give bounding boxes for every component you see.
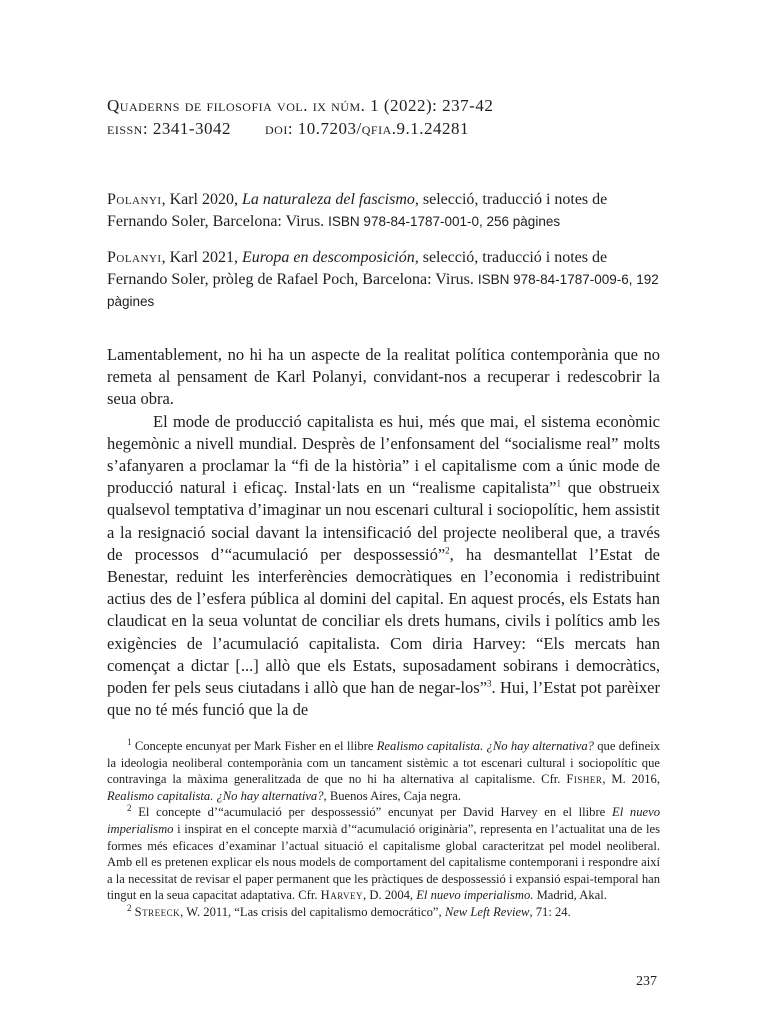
body-text [107, 344, 660, 721]
book-reference: Polanyi, Karl 2021, Europa en descomposición, selecció, traducció i notes de Fernando Soler, pròleg de Rafael Poch, Barcelona: Virus. ISBN 978-84-1787-009-6, 192 pàgines [107, 249, 659, 309]
book-reference: Polanyi, Karl 2020, La naturaleza del fascismo, selecció, traducció i notes de Fernando Soler, Barcelona: Virus. ISBN 978-84-1787-001-0, 256 pàgines [107, 191, 608, 230]
ref-meta: ISBN 978-84-1787-001-0, 256 pàgines [328, 214, 561, 229]
footnote-ref[interactable]: 1 [556, 478, 561, 489]
doi: doi: 10.7203/qfia.9.1.24281 [264, 119, 470, 138]
footnote: $^2$ El concepte d’“acumulació per despossessió” encunyat per David Harvey en el llibre El nuevo imperialismo i inspirat en el concepte marxià d’“acumulació originària”, representa en l’actualitat una de les formes més eficaces d’examinar l’actual situació el capitalisme global caracteritzat pel model neoliberal. Amb ell es pretenen explicar els nous models de comportament del capitalisme contemporani i respondre així a la necessitat de revisar el paper permanent que les pràctiques de despossessió i expansió espai-temporal han tingut en la seua capacitat adaptativa. Cfr. Harvey, D. 2004, El nuevo imperialismo. Madrid, Akal. [107, 803, 660, 903]
ref-meta: ISBN 978-84-1787-009-6, 192 pàgines [107, 272, 659, 309]
paragraph: El mode de producció capitalista es hui, més que mai, el sistema econòmic hegemònic a nivell mundial. Desprès de l’enfonsament del “socialisme real” molts s’afanyaren a proclamar la “fi de la història” i el capitalisme com a únic mode de producció natural i eficaç. Instal·lats en un “realisme capitalista”$^1$ que obstrueix qualsevol temptativa d’imaginar un nou escenari cultural i sociopolític, hem assistit a la resignació social davant la intensificació del projecte neoliberal que, a través de processos d’“acumulació per despossessió”$^2$, ha desmantellat l’Estat de Benestar, reduint les interferències democràtiques en l’economia i redistribuint actius des de l’esfera pública al domini del capital. En aquest procés, els Estats han claudicat en la seua voluntat de conciliar els drets humans, civils i polítics amb les exigències de l’acumulació capitalista. Com diria Harvey: “Els mercats han començat a dictar [...] allò que els Estats, suposadament sobirans i democràtics, poden fer pels seus ciutadans i allò que han de negar-los”$^3$. Hui, l’Estat pot parèixer que no té més funció que la de [107, 411, 660, 720]
identifier-line [107, 117, 667, 140]
ref-title: Europa en descomposición, [242, 249, 419, 266]
footnote-ref[interactable]: 3 [487, 678, 492, 689]
ref-title: La naturaleza del fascismo, [242, 191, 419, 208]
journal-citation: Quaderns de filosofia vol. ix núm. 1 (2022): 237-42 [107, 96, 494, 115]
footnotes [107, 738, 660, 921]
ref-author: Polanyi [107, 249, 162, 266]
footnote: $^1$ Concepte encunyat per Mark Fisher en el llibre Realismo capitalista. ¿No hay alternativa? que defineix la ideologia neoliberal contemporània com un tancament sistèmic a tot escenari cultural i sociopolític que contravinga la màxima generalitzada de que no hi ha alternativa al capitalisme. Cfr. Fisher, M. 2016, Realismo capitalista. ¿No hay alternativa?, Buenos Aires, Caja negra. [107, 736, 660, 803]
book-references [107, 189, 660, 327]
paragraph: Lamentablement, no hi ha un aspecte de la realitat política contemporània que no remeta al pensament de Karl Polanyi, convidant-nos a recuperar i redescobrir la seua obra. [107, 345, 660, 409]
ref-author: Polanyi [107, 191, 162, 208]
eissn: eissn: 2341-3042 [107, 119, 231, 138]
running-header [107, 94, 667, 140]
footnote-ref[interactable]: 2 [445, 545, 450, 556]
footnote: $^2$ Streeck, W. 2011, “Las crisis del capitalismo democrático”, New Left Review, 71: 24. [127, 902, 571, 919]
page-number: 237 [636, 974, 657, 989]
